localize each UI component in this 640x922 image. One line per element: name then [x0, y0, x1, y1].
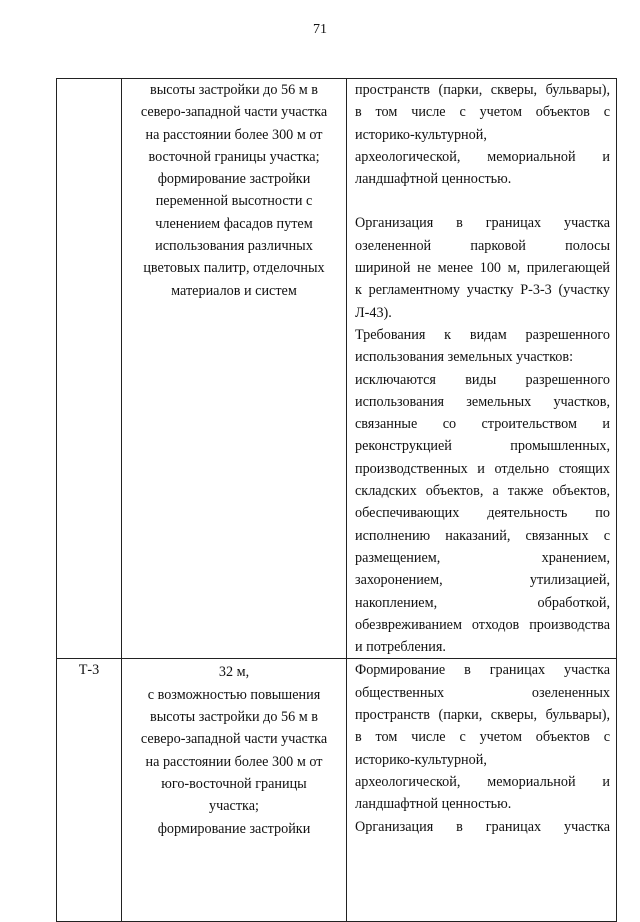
requirement-line: реконструкцией промышленных,	[355, 438, 610, 455]
table-row	[57, 659, 617, 922]
zone-code: Т-3	[78, 662, 100, 679]
requirement-line: использования земельных участков:	[355, 349, 574, 366]
height-line: 32 м,	[218, 664, 250, 681]
height-line: на расстоянии более 300 м от	[145, 126, 323, 143]
height-line: с возможностью повышения	[147, 686, 321, 703]
requirement-line: Л-43).	[355, 304, 392, 321]
requirement-line: обеспечивающих деятельность по	[355, 505, 610, 522]
requirement-line: ландшафтной ценностью.	[355, 796, 512, 813]
requirement-line: обезвреживанием отходов производства	[355, 616, 610, 633]
requirement-line: Требования к видам разрешенного	[355, 326, 610, 343]
requirement-line: Организация в границах участка	[355, 215, 610, 232]
requirement-line: размещением, хранением,	[355, 549, 610, 566]
page-number: 71	[313, 22, 327, 37]
requirement-line: в том числе с учетом объектов с	[355, 104, 610, 121]
requirement-line: общественных озелененных	[355, 684, 610, 701]
requirement-line: археологической, мемориальной и	[355, 773, 610, 790]
height-cell	[122, 79, 347, 659]
height-line: высоты застройки до 56 м в	[150, 82, 318, 98]
height-line: формирование застройки	[157, 171, 311, 188]
height-line: северо-западной части участка	[140, 731, 328, 748]
requirement-line: Организация в границах участка	[355, 818, 610, 835]
height-line: членением фасадов путем	[155, 215, 313, 232]
height-line: цветовых палитр, отделочных	[143, 260, 325, 277]
height-line: высоты застройки до 56 м в	[150, 709, 318, 726]
requirement-line: шириной не менее 100 м, прилегающей	[355, 260, 610, 277]
requirement-line: связанные со строительством и	[355, 416, 610, 433]
requirement-line: Формирование в границах участка	[355, 662, 610, 679]
zone-code-cell	[57, 659, 122, 922]
table-row	[57, 79, 617, 659]
regulation-table	[56, 78, 617, 922]
requirements-cell	[347, 79, 617, 659]
height-line: переменной высотности с	[155, 193, 313, 210]
height-line: юго-восточной границы	[161, 775, 307, 792]
requirement-line: использования земельных участков,	[355, 393, 610, 410]
requirement-line: накоплением, обработкой,	[355, 594, 610, 611]
zone-code-cell	[57, 79, 122, 659]
requirement-line: озелененной парковой полосы	[355, 237, 610, 254]
height-line: восточной границы участка;	[148, 148, 320, 165]
requirement-line: производственных и отдельно стоящих	[355, 460, 610, 477]
height-line: северо-западной части участка	[140, 104, 328, 121]
requirement-line: складских объектов, а также объектов,	[355, 483, 610, 500]
requirement-line: в том числе с учетом объектов с	[355, 729, 610, 746]
height-cell	[122, 659, 347, 922]
requirement-line: ландшафтной ценностью.	[355, 171, 512, 188]
height-line: на расстоянии более 300 м от	[145, 753, 323, 770]
height-line: использования различных	[155, 238, 313, 255]
height-line: участка;	[209, 798, 259, 815]
requirement-line: пространств (парки, скверы, бульвары),	[355, 82, 610, 98]
requirements-cell	[347, 659, 617, 922]
requirement-line: захоронением, утилизацией,	[355, 572, 610, 589]
height-line: материалов и систем	[171, 282, 297, 299]
height-line: формирование застройки	[157, 820, 311, 837]
requirement-line: пространств (парки, скверы, бульвары),	[355, 707, 610, 724]
requirement-line: исполнению наказаний, связанных с	[355, 527, 610, 544]
requirement-line: историко-культурной,	[355, 751, 487, 768]
requirement-line: и потребления.	[355, 639, 446, 656]
requirement-line: к регламентному участку Р-3-3 (участку	[355, 282, 610, 299]
requirement-line: исключаются виды разрешенного	[355, 371, 610, 388]
requirement-line: историко-культурной,	[355, 126, 487, 143]
requirement-line: археологической, мемориальной и	[355, 148, 610, 165]
